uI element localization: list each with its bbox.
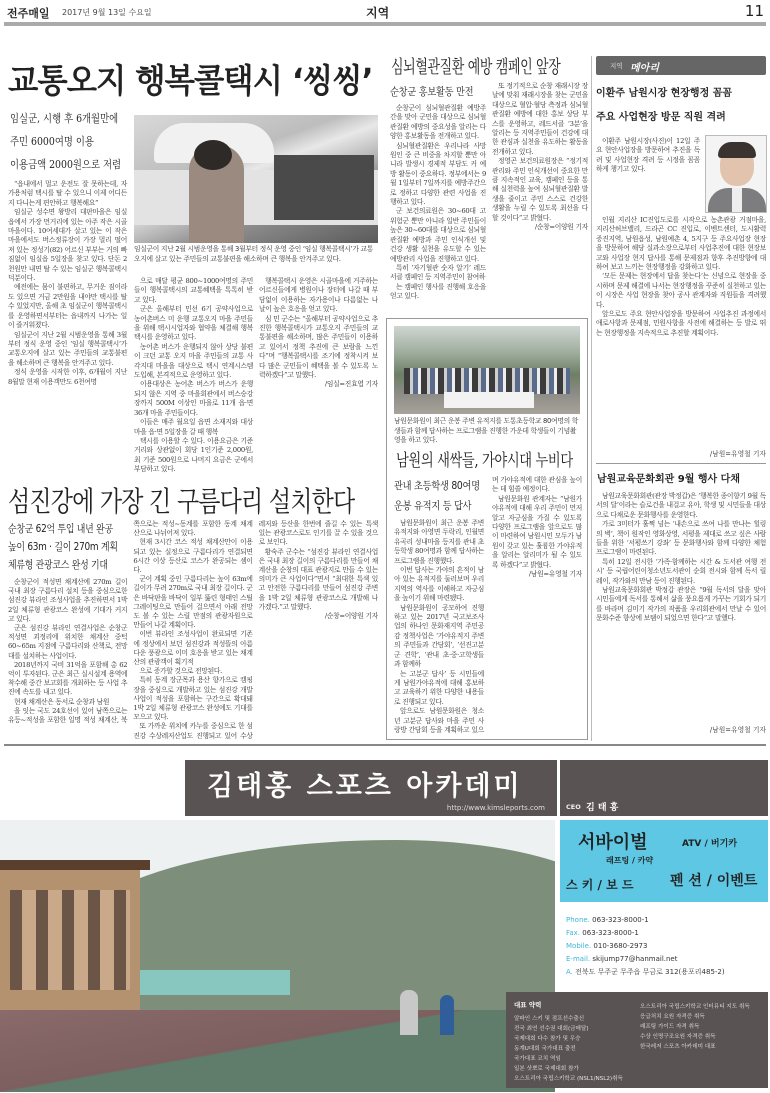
subhead: 이용금액 2000원으로 저렴 [10,158,122,171]
paragraph: “읍내에서 멀고 운전도 잘 못하는데, 자가용처럼 택시를 탈 수 있으니 이제 어디든지 다니는게 편안하고 행복해요” [8,180,127,207]
career-item: 래프팅 가이드 자격 취득 [640,1024,700,1030]
contact-fax [566,927,766,940]
paragraph: 앞으로도 주요 현안사업장을 방문하여 사업추진 과정에서 애로사항과 문제점, 민원사항을 사전에 해결하는 등 발로 뛰는 현장행정을 지속적으로 추진할 계획이다. [596,310,766,337]
section-divider [4,744,766,746]
subhead: 주민 6000여명 이용 [10,135,94,148]
subhead [394,496,484,516]
paragraph: 는 캠페인 행사를 진행해 호응을 얻고 있다. [390,282,486,301]
contact-label: Mobile. [566,942,592,950]
contact-value: 063-323-8000-1 [592,916,649,924]
header-rule [4,22,766,26]
group-photo [394,326,580,414]
ad-service: 펜 션 / 이벤트 [670,873,758,889]
subhead-text: 체류형 관광코스 완성 기대 [8,559,108,571]
subhead [394,476,484,496]
masthead [0,0,770,36]
paragraph: 이들은 매주 월요일 읍면 소재지와 대상마을 읍·면 5일장을 갈 때 행복 [134,418,253,436]
paragraph: 앞으로도 남원문화원은 청소년 고분군 답사와 마을 주민 사랑방 간담회 등을 계획하고 있으며 가야유적에 대한 관심을 높이는 데 힘쓸 예정이다. [394,476,582,734]
ad-service: 래프팅 / 카약 [606,856,654,865]
contact-value: 010-3680-2973 [593,942,648,950]
contact-phone [566,914,766,927]
paragraph: 택시를 이용할 수 있다. 이용요금은 기준거리와 상관없이 회당 1인기준 2,000원, 최 기준 500원으로 나머지 요금은 군에서 부담하고 있다. [134,436,253,474]
contact-label: Phone. [566,916,590,924]
article-subheads [10,107,130,176]
paragraph: 특히 동계 장군목과 용산 향가으로 캠핑장을 중심으로 개발하고 있는 섬진강 개발사업이 적성을 포함하는 구간으로 확대돼 1박 2일 체류형 관광코스 완성에도 기대를 모으고 있다. [133,676,253,722]
paragraph: 임실군 성수면 왕방리 대판마을은 임실읍에서 가장 먼거리에 있는 아주 작은 시골마을이다. 10여세대가 살고 있는 이 작은 마을에서도 버스정류장이 가장 멀리 떨어져 있는 정성기(82) 어르신 부부는 거의 빠짐없이 임실읍 5일장을 찾고 있다. 단돈 2천원만 내면 탈 수 있는 임실군 행복콜택시 덕분이다. [8,208,127,283]
article-headline: 심뇌혈관질환 예방 캠페인 앞장 [391,57,561,78]
ceo-name: 김 태 홍 [586,803,619,813]
paragraph: 정식 운영을 시작한 이후, 6개월이 지난 8월말 현재 이용객만도 6천여명 [8,368,127,386]
career-title: 대표 약력 [514,1001,542,1009]
subhead-text: 순창군 홍보활동 만전 [390,86,474,98]
paragraph: 특히 ‘자기혈관 숫자 알기’ 레드서클 캠페인 등 지역주민이 참여하 [390,263,486,282]
paragraph: ‘모든 문제는 현장에서 답을 찾는다’는 신념으로 현장을 중시하며 문제 해결에 나서는 현장행정을 꾸준히 실천하고 있는 이 시장은 사업 현장을 찾아 공사 관계자와 직원들을 격려했다. [596,272,766,309]
ad-url[interactable]: http://www.kimsleports.com [446,804,545,812]
career-item: 한국레저 스포츠 아카데미 대표 [640,1044,716,1050]
paragraph: 이용대상은 농어촌 버스가 버스가 운행되지 않은 지역 중 마을회관에서 버스승강장까지 500M 이상인 마을로 11개 읍·면 36개 마을 주민들이다. [134,380,253,417]
paragraph: 군은 섬진강 뷰라인 연결사업은 순창군 적성면 괴정리에 위치한 채계산 중턱 60~65m 지점에 구름다리와 산책로, 전망대를 설치하는 사업이다. [8,624,128,660]
column-label: 메아리 [630,63,659,74]
issue-date: 2017년 9월 13일 수요일 [62,8,152,17]
contact-value[interactable]: skijump77@hanmail.net [592,955,678,963]
paragraph: 으로 매달 평균 800~1000여명의 주민들이 행복콜택시의 교통혜택을 톡톡히 받고 있다. [134,277,253,304]
subhead [8,556,127,574]
career-item: 국가대표 코치 역임 [514,1056,561,1062]
paragraph: 심 민 군수는 “올해부터 공약사업으로 추진한 행복콜택시가 교통오지 주민들의 교통불편을 해소하며, 많은 주민들이 이용하고 있어서 정책 추진에 큰 보람을 느낀다”며 “행복콜택시를 조기에 정착시켜 보다 많은 군민들이 혜택을 볼 수 있도록 노력하겠다”고 말했다. [259,314,378,380]
paragraph: 임실군이 지난 2월 시범운영을 통해 3월부터 정식 운영 중인 ‘임실 행복콜택시’가 교통오지에 살고 있는 주민들의 교통불편을 해소하며 큰 행복을 안겨주고 있다. [8,330,127,367]
column-label-small: 지역 [610,62,623,70]
career-item: 일본 삿뽀로 국제대회 참가 [514,1066,579,1072]
paragraph: 군이 계획 중인 구름다리는 높이 63m에 길이가 무려 270m로 국내 최장 길이다. 군은 바닥판을 바닥이 일부 뚫린 형태인 스틸그레이팅으로 만들어 걸으면서 아래 전망도 볼 수 있는 스릴 만점의 관광자원으로 만들어 나갈 계획이다. [133,575,253,630]
contact-value: 전북도 무주군 무주읍 무금로 312(용포리485-2) [575,968,725,976]
career-item: 응급처치 요원 자격증 취득 [640,1014,705,1020]
paragraph: 황숙주 군수는 “섬진강 뷰라인 연결사업은 국내 최장 길이의 구름다리를 만들어 채계산을 순창의 대표 관광지로 만들 수 있는 의미가 큰 사업이다”면서 “최대한 특색 있고 안전한 구름다리를 만들어 섬진강 주변을 1박 2일 체류형 관광코스로 개발해 나가겠다.”고 말했다. [258,547,378,611]
paragraph: 정영곤 보건의료원장은 “정기적 관리와 주민 인식개선이 중요한 만큼 지속적인 교육, 캠페인 등을 통해 실천력을 높여 심뇌혈관질환 발생을 줄이고 주민 스스로 건강한 생활을 누릴 수 있도록 최선을 다할 것이다”고 밝혔다. [492,157,588,222]
article-body-column [596,492,766,624]
byline: /남원=유영철 기자 [528,570,582,579]
paragraph: 인월 지리산 IC진입도로를 시작으로 농촌관광 거점마을, 지리산허브밸리, 드라곤 CC 진입로, 이벤트센터, 도시활력 증진지역, 남원읍성, 남원예촌 4, 5지구 등 주요사업장 현장을 방문하여 해당 실과소장으로부터 사업추진에 대한 현장보고와 사업장 현지 답사를 통해 문제점과 향후 추진방향에 대하여 보고 느끼는 현장행정을 강화하고 있다. [596,216,766,272]
byline: /임실=진효엽 기자 [324,380,378,389]
paragraph: 또 가까운 위치에 카누를 중심으로 한 섬진강 수상레저산업도 진행되고 있어 수상레저와 등산을 한번에 즐길 수 있는 특색 있는 관광코스로도 인기를 끌 수 있을 것으로 보인다. [133,520,378,740]
article-headline: 남원교육문화회관 9월 행사 다채 [597,474,740,485]
ad-title: 김태홍 스포츠 아카데미 [207,771,523,802]
article-body-column [8,180,127,485]
paper-name: 전주매일 [7,7,50,20]
contact-mobile [566,940,766,953]
contact-email [566,953,766,966]
career-item: 오스트리아 국립스키학교 인터뮤티 지도 취득 [640,1004,750,1010]
byline: /남원=유영철 기자 [709,726,766,734]
column-body [596,216,766,338]
subhead-text: 관내 초등학생 80여명 [394,480,480,492]
subhead [8,520,127,538]
paragraph: 남원문화원이 최근 운봉 주변 유적지와 아영면 두락리, 인월면 유곡리 성내마을 등지를 관내 초등학생 80여명과 함께 답사하는 프로그램을 진행했다. [394,519,484,565]
photo-caption: 남원문화원이 최근 운봉 주변 유적지를 도통초등학교 80여명의 학생들과 함께 답사하는 프로그램을 진행한 가운데 학생들이 기념촬영을 하고 있다. [394,417,578,444]
contact-label: A. [566,968,573,976]
paragraph: 남원교육문화회관(관장 박정갑)은 ‘행복한 종이향기 9월 독서의 달’이라는 슬로건을 내걸고 유아, 학생 및 시민들을 대상으로 다채로운 문화행사를 운영한다. [596,492,767,519]
paragraph: 이번 답사는 가야의 흔적이 남아 있는 유적지를 둘러보며 우리 지역의 역사를 이해하고 자긍심을 높이기 위해 마련됐다. [394,566,484,603]
paragraph: 으로 증가할 것으로 전망된다. [139,667,222,676]
contact-address [566,966,766,979]
ad-brand: 서바이벌 [578,832,648,853]
article-body-flow [134,277,378,485]
paragraph: 남원문화원이 공모하여 진행하고 있는 2017년 국고보조사업의 하나인 문화재지역 주민공감 정책사업은 ‘가야유적지 주변의 주민들과 간담회’, ‘선진고분군 견학’, ‘관내 초·중·고학생들과 함께하 [394,603,484,669]
column-headline [596,82,732,130]
taxi-photo [134,115,378,243]
article-headline: 교통오지 행복콜택시 ‘씽씽’ [8,61,373,100]
article-body-flow [394,476,582,736]
byline: /남원=유영철 기자 [709,450,766,458]
career-item: 알파인 스키 및 점프선수출신 [514,1016,585,1022]
article-body-flow [8,520,378,741]
contact-label: Fax. [566,929,581,937]
paragraph: 군 보건의료원은 30~60대 고 위험군 뿐만 아니라 일반 주민들이 높은 30~60대를 대상으로 심뇌혈관질환 예방과 주민 인식개선 및 건강 생활 실천을 유도할 수 있는 예방관리 사업을 진행하고 있다. [390,207,486,263]
column-divider [591,56,592,741]
article-headline: 섬진강에 가장 긴 구름다리 설치한다 [8,485,355,518]
section-title: 지역 [366,6,390,20]
career-item: 수상 인명구조요원 자격증 취득 [640,1034,716,1040]
paragraph: 현재 채계산은 동서로 순창과 남원 [14,697,110,706]
ad-photo [0,820,555,1092]
career-item: 국제대회 다수 참가 및 우승 [514,1036,581,1042]
paragraph: 는 고분군 답사’ 등 시민들에게 남원가야유적에 대해 홍보하고 교육하기 위한 다양한 내용들로 진행되고 있다. [394,669,484,706]
paragraph: 행복콜택시 운영은 시골마을에 거주하는 어르신들에게 병원이나 장터에 나갈 때 부담없이 이용하는 자가용이나 다름없는 나날이 높은 호응을 얻고 있다. [259,277,378,314]
divider [596,463,766,464]
column-intro: 이환주 남원시장(사진)이 12일 주요 현안사업장을 방문하여 추진을 독려 및 사업현장 격려 등 시정을 꼼꼼하게 챙기고 있다. [596,137,700,174]
paragraph: 심뇌혈관질환은 우리나라 사망원인 중 큰 비중을 차지할 뿐만 아니라 발생시 경제적 부담도 커 예방 활동이 중요하다. 정부에서는 9월 1일부터 7일까지를 예방주간으로 정하고 다양한 관련 사업을 진행하고 있다. [390,141,486,207]
paragraph: 또 정기적으로 순창 재래시장 장날에 맞춰 재래시장을 찾는 군민을 대상으로 혈압·혈당 측정과 심뇌혈관질환 예방에 대한 홍보 상담 부스를 운영하고, 레드서클 ‘3분’을 알리는 등 지역주민들이 건강에 대한 관심과 실천을 유도하는 활동을 전개하고 있다. [492,82,588,156]
article-headline: 남원의 새싹들, 가야시대 누비다 [396,451,573,471]
subhead [390,82,486,102]
headline-line: 이환주 남원시장 현장행정 꼼꼼 [596,88,733,99]
paragraph: 현재 3시간 코스 적성 채계산만이 이용되고 있는 실정으로 구름다리가 연결되면 6시간 이상 등산로 코스가 완공되는 셈이다. [133,538,253,575]
ad-service: ATV / 버기카 [682,839,738,849]
career-item: 동계U대회 국가대표 출전 [514,1046,576,1052]
paragraph: 군은 올해부터 민선 6기 공약사업으로 농어촌버스 미 운행 교통오지 마을 주민들을 위해 택시시업자와 협약을 체결해 행복택시를 운영하고 있다. [134,305,253,342]
paragraph: 순창군이 심뇌혈관질환 예방주간을 맞아 군민을 대상으로 심뇌혈관질환 예방의 중요성을 알리는 다양한 홍보활동을 전개하고 있다. [390,104,486,141]
paragraph: 순창군이 적성면 채계산에 270m 길이 국내 최장 구름다리 설치 등을 중심으로한 섬진강 뷰라인 조성사업을 추진하면서 1박 2일 체류형 관광코스 완성에 기대가 커지고 있다. [8,578,128,623]
subhead-text: 순창군 62억 투입 내년 완공 [8,523,113,535]
column-label-bar [596,56,766,75]
page-number: 11 [744,2,764,20]
ad-service: 스 키 / 보 드 [566,878,634,892]
ad-services-panel [560,820,768,902]
ceo-label: CEO [566,803,581,811]
paragraph: 을 잇는 국도 24호선이 있어 남쪽으로는 유등~적성을 포함한 일명 적성 채계산, 북쪽으로는 적성~동계를 포함한 동계 채계산으로 나뉘어져 있다. [8,520,253,725]
byline: /순창=이양원 기자 [534,223,588,232]
paragraph: 농어촌 버스가 운행되지 않아 상당 불편이 크던 교통 오지 마을 주민들의 교통 사각지대 마을을 대상으로 택시 연계시스템 도입해, 본격적으로 운영하고 있다. [134,342,253,380]
paragraph: 이번 뷰라인 조성사업이 완료되면 기존에 정상에서 보던 섬진강과 적성뜰의 아름다운 풍광으로 이미 호응을 받고 있는 채계산의 관광객이 획기적 [133,630,253,667]
subhead [8,538,127,556]
ad-career-panel [506,992,768,1088]
career-list-right [640,1002,766,1052]
subhead: 임실군, 시행 후 6개월만에 [10,112,119,125]
career-item: 전국 최연 선수권 대회(금메달) [514,1026,589,1032]
career-item: 오스트리아 국립스키학교 (NSL1/NSL2)취득 [514,1076,623,1082]
byline: /순창=이양원 기자 [324,612,378,621]
headline-line: 주요 사업현장 방문 직원 격려 [596,112,726,123]
paragraph: 남원교육문화회관 박정갑 관장은 “9월 독서의 달을 맞아 시민들에게 독서를 통해서 삶을 풍요롭게 가꾸는 기회가 되기를 바라며 김미기 작가의 작품을 우리회관에서 만날 수 있어 문화수준 향상에 보탬이 되었으면 한다”고 말했다. [596,586,766,623]
paragraph: 가로 3미터가 훌쩍 넘는 ‘내손으로 쓰여 나를 만나는 힐링의 벽’, 책이 원작인 영화상영, 서평을 제대로 쓰고 싶은 사람들을 위한 ‘서평쓰기 강좌’ 등 문화행사와 함께 다양한 체험 프로그램이 마련된다. [596,520,766,557]
article-body-flow [390,82,588,314]
ad-title-bar [185,760,557,816]
career-list-left [514,1014,634,1084]
ad-ceo-box [560,760,768,816]
subhead-text: 운봉 유적지 등 답사 [394,500,472,512]
ad-contacts [566,914,766,979]
contact-label: E-mail. [566,955,591,963]
paragraph: 특히 12일 전시한 ‘가족·함께하는 시간 & 도서관 여행 전시’ 등 국립어린이청소년도서관이 순회 전시와 함께 독서 릴레이, 작가와의 만남 등이 진행된다. [596,557,766,585]
photo-caption: 임실군이 지난 2월 시범운영을 통해 3월부터 정식 운영 중인 ‘임실 행복콜택시’가 교통오지에 살고 있는 주민들의 교통불편을 해소하며 큰 행복을 안겨주고 있다. [134,245,374,263]
subhead-text: 높이 63m · 길이 270m 계획 [8,541,118,553]
paragraph: 예전에는 몸이 불편하고, 무거운 짐이라도 있으면 거금 2만원을 내야만 택시를 탈 수 있었지만, 올해 초 임실군이 행복콜택시를 운영하면서부터는 읍내까지 나가는 일이 즐거워졌다. [8,283,127,330]
contact-value: 063-323-8000-1 [582,929,639,937]
mayor-photo [705,135,767,213]
paragraph: 2018년까지 국비 31억을 포함해 총 62억이 투자된다. 군은 최근 실시설계 용역에 착수해 중간 보고회를 개최하는 등 사업 추진에 속도를 내고 있다. [8,660,128,697]
paragraph: 남원문화원 관계자는 “남원가야유적에 대해 우리 주민이 먼저 알고 자긍심을 가질 수 있도록 다양한 프로그램을 앞으로도 많이 마련하여 남원시민 모두가 남원이 갖고 있는 훌륭한 가야유적을 알리는 알리미가 될 수 있도록 하겠다”고 밝혔다. [492,494,582,569]
